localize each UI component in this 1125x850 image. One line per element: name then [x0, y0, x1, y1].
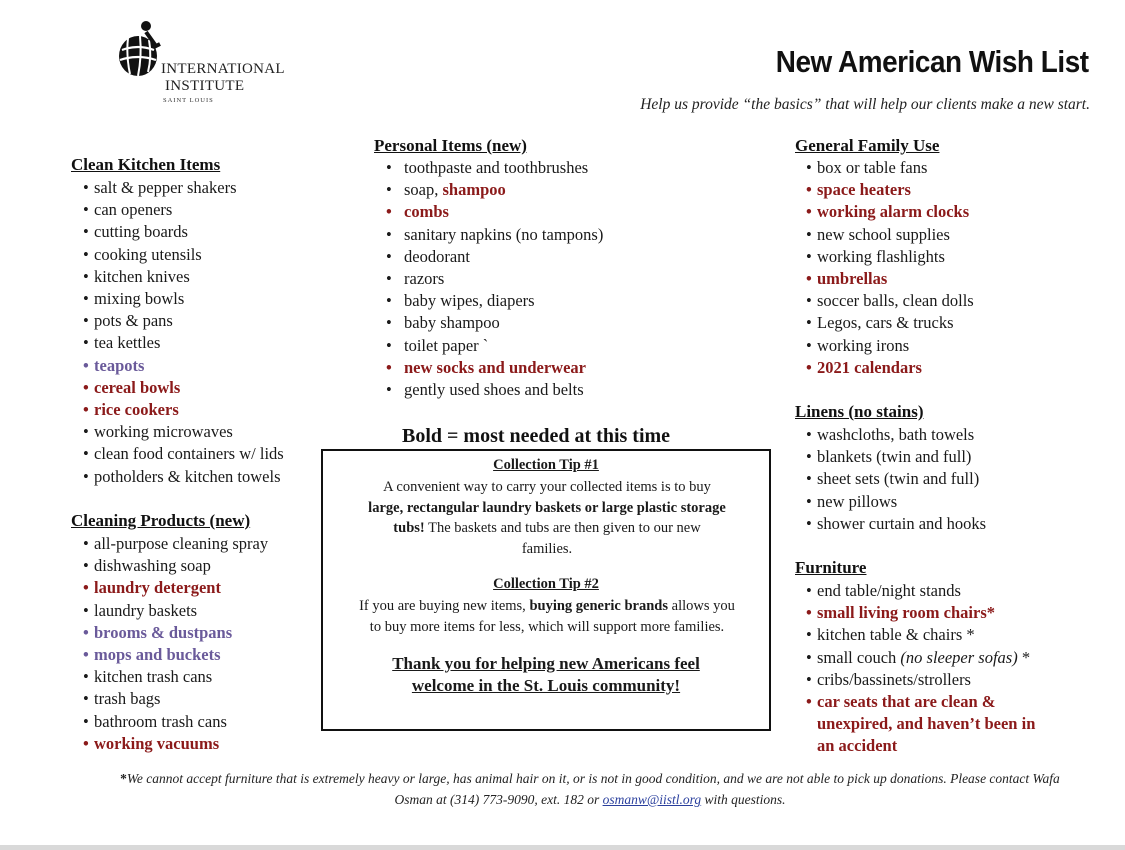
tip-2-line-1	[331, 596, 763, 617]
bullet-icon: •	[806, 425, 812, 444]
bullet-icon: •	[83, 311, 89, 331]
bullet-icon: •	[83, 622, 89, 642]
item-text: teapots	[94, 355, 145, 375]
furniture-footnote	[90, 768, 1090, 810]
family-list-item	[806, 224, 974, 246]
personal-list-item	[386, 268, 603, 290]
bullet-icon: •	[83, 689, 89, 709]
linens-list-item	[806, 491, 986, 513]
item-text: trash bags	[94, 689, 161, 709]
item-text: unexpired, and haven’t been in	[817, 714, 1036, 734]
logo-line-2: INSTITUTE	[165, 78, 245, 94]
tip-1-line-4: families.	[521, 540, 573, 557]
cleaning-list-item	[83, 688, 268, 710]
logo-line-1: INTERNATIONAL	[161, 61, 285, 77]
personal-list-item	[386, 246, 603, 268]
linens-list-item	[806, 513, 986, 535]
linens-items-list	[806, 424, 986, 535]
thank-you-line-2: welcome in the St. Louis community!	[411, 676, 681, 695]
tip-1-line-1: A convenient way to carry your collected items is to buy	[383, 479, 711, 495]
tip-2-line-1-bold: buying generic brands	[529, 598, 669, 614]
personal-list-item	[386, 357, 603, 379]
personal-list-item	[386, 157, 603, 179]
tip-1-line-3	[331, 518, 763, 539]
tip-1-line-3-rest: The baskets and tubs are then given to our new	[424, 520, 701, 536]
cleaning-items-list	[83, 533, 268, 755]
item-text: working irons	[817, 335, 910, 355]
bullet-icon: •	[386, 357, 392, 377]
item-text: kitchen table & chairs *	[817, 625, 975, 645]
kitchen-list-item	[83, 399, 284, 421]
footnote-line-1-text: We cannot accept furniture that is extremely heavy or large, has animal hair on it, or is not in good condition, and we are not able to pick up donations. Please contact Wafa	[126, 771, 1060, 786]
item-text: razors	[404, 269, 445, 289]
kitchen-list-item	[83, 421, 284, 443]
item-text: all-purpose cleaning spray	[94, 534, 269, 553]
item-text: baby shampoo	[404, 313, 500, 333]
personal-list-item	[386, 179, 603, 201]
bullet-icon: •	[83, 355, 89, 375]
tip-2-line-2: to buy more items for less, which will support more families.	[369, 618, 725, 635]
bullet-icon: •	[806, 224, 812, 244]
kitchen-list-item	[83, 244, 284, 266]
section-title-personal: Personal Items (new)	[374, 136, 527, 155]
personal-list-item	[386, 290, 603, 312]
page-subtitle: Help us provide “the basics” that will help our clients make a new start.	[640, 96, 1090, 113]
item-text: working vacuums	[94, 733, 220, 753]
item-text: *	[1017, 647, 1031, 667]
bullet-icon: •	[806, 625, 812, 645]
linens-list-item	[806, 468, 986, 490]
personal-list-item	[386, 312, 603, 334]
item-text: deodorant	[404, 246, 470, 266]
tip-2-body	[331, 596, 763, 637]
furniture-items-list	[806, 580, 1035, 758]
bullet-icon: •	[386, 313, 392, 333]
item-text: washcloths, bath towels	[817, 425, 975, 444]
item-text: salt & pepper shakers	[94, 178, 237, 197]
bullet-icon: •	[386, 202, 392, 222]
item-text: small couch	[817, 647, 901, 667]
bullet-icon: •	[806, 180, 812, 200]
item-text: working microwaves	[94, 422, 233, 442]
bullet-icon: •	[83, 200, 89, 220]
bullet-icon: •	[83, 333, 89, 353]
bullet-icon: •	[83, 534, 89, 553]
bullet-icon: •	[83, 600, 89, 620]
bullet-icon: •	[386, 335, 392, 355]
item-text: laundry detergent	[94, 578, 221, 598]
family-list-item	[806, 268, 974, 290]
cleaning-list-item	[83, 733, 268, 755]
item-text: end table/night stands	[817, 581, 961, 600]
furniture-list-item	[806, 735, 1035, 757]
linens-list-item	[806, 424, 986, 446]
globe-figure-icon	[116, 20, 164, 84]
item-text: bathroom trash cans	[94, 711, 227, 731]
section-title-kitchen: Clean Kitchen Items	[71, 155, 221, 174]
footnote-line-2	[90, 789, 1090, 810]
cleaning-list-item	[83, 555, 268, 577]
bullet-icon: •	[806, 692, 812, 712]
bullet-icon: •	[386, 291, 392, 311]
bullet-icon: •	[806, 469, 812, 489]
bullet-icon: •	[83, 733, 89, 753]
page-title: New American Wish List	[776, 44, 1089, 79]
cleaning-list-item	[83, 577, 268, 599]
kitchen-list-item	[83, 199, 284, 221]
item-text: umbrellas	[817, 269, 888, 289]
bullet-icon: •	[83, 400, 89, 420]
footnote-line-2-b: with questions.	[701, 792, 786, 807]
furniture-list-item	[806, 691, 1035, 713]
item-text: cereal bowls	[94, 377, 181, 397]
tip-2-line-1-b: allows you	[668, 598, 735, 614]
cleaning-list-item	[83, 666, 268, 688]
footnote-line-2-a: Osman at (314) 773-9090, ext. 182 or	[394, 792, 603, 807]
item-text: blankets (twin and full)	[817, 447, 972, 467]
item-text: small living room chairs*	[817, 603, 995, 623]
kitchen-list-item	[83, 221, 284, 243]
bullet-icon: •	[386, 380, 392, 400]
kitchen-list-item	[83, 310, 284, 332]
item-text: laundry baskets	[94, 600, 198, 620]
bullet-icon: •	[83, 289, 89, 309]
item-text: car seats that are clean &	[817, 692, 996, 712]
tip-1-line-3-bold: tubs!	[393, 520, 425, 536]
cleaning-list-item	[83, 622, 268, 644]
family-list-item	[806, 290, 974, 312]
item-text: new socks and underwear	[404, 357, 586, 377]
item-text: pots & pans	[94, 311, 173, 331]
bullet-icon: •	[806, 647, 812, 667]
thank-you-message	[323, 653, 769, 697]
bullet-icon: •	[83, 222, 89, 242]
bullet-icon: •	[83, 667, 89, 687]
family-list-item	[806, 179, 974, 201]
family-list-item	[806, 312, 974, 334]
bullet-icon: •	[386, 269, 392, 289]
cleaning-list-item	[83, 533, 268, 555]
item-text: space heaters	[817, 180, 911, 200]
personal-list-item	[386, 379, 603, 401]
item-text: working alarm clocks	[817, 202, 970, 222]
personal-list-item	[386, 201, 603, 223]
furniture-list-item	[806, 624, 1035, 646]
section-title-cleaning: Cleaning Products (new)	[71, 511, 251, 530]
item-text: cooking utensils	[94, 244, 202, 264]
furniture-list-item	[806, 580, 1035, 602]
tip-1-title: Collection Tip #1	[493, 457, 599, 473]
bullet-icon: •	[386, 246, 392, 266]
item-text: 2021 calendars	[817, 357, 922, 377]
item-text: sanitary napkins (no tampons)	[404, 224, 604, 244]
item-text: Legos, cars & trucks	[817, 313, 954, 333]
tip-2-title: Collection Tip #2	[493, 576, 599, 592]
furniture-list-item	[806, 669, 1035, 691]
cleaning-list-item	[83, 711, 268, 733]
bullet-icon: •	[83, 466, 89, 486]
item-text: sheet sets (twin and full)	[817, 469, 980, 489]
tip-1-line-2: large, rectangular laundry baskets or large plastic storage	[368, 499, 726, 516]
kitchen-items-list	[83, 177, 284, 488]
kitchen-list-item	[83, 332, 284, 354]
kitchen-list-item	[83, 466, 284, 488]
family-list-item	[806, 335, 974, 357]
item-text: dishwashing soap	[94, 556, 211, 576]
item-text: (no sleeper sofas)	[900, 647, 1018, 667]
item-text: shampoo	[442, 180, 506, 200]
bold-legend-note: Bold = most needed at this time	[402, 425, 671, 447]
thank-you-line-1: Thank you for helping new Americans feel	[392, 654, 700, 673]
footnote-line-1	[90, 768, 1090, 789]
item-text: shower curtain and hooks	[817, 513, 987, 533]
item-text: soap,	[404, 180, 443, 200]
item-text: an accident	[817, 736, 898, 756]
bullet-icon: •	[806, 447, 812, 467]
bullet-icon: •	[83, 377, 89, 397]
bullet-icon: •	[83, 578, 89, 598]
kitchen-list-item	[83, 288, 284, 310]
bullet-icon: •	[83, 711, 89, 731]
item-text: cutting boards	[94, 222, 188, 242]
personal-items-list	[386, 157, 603, 401]
page-bottom-edge	[0, 845, 1125, 850]
international-institute-logo	[116, 20, 316, 110]
bullet-icon: •	[806, 357, 812, 377]
furniture-list-item	[806, 602, 1035, 624]
bullet-icon: •	[83, 422, 89, 442]
bullet-icon: •	[806, 603, 812, 623]
section-title-family: General Family Use	[795, 136, 940, 155]
item-text: kitchen knives	[94, 266, 190, 286]
bullet-icon: •	[83, 556, 89, 576]
family-list-item	[806, 246, 974, 268]
item-text: potholders & kitchen towels	[94, 466, 281, 486]
bullet-icon: •	[806, 158, 812, 177]
kitchen-list-item	[83, 377, 284, 399]
logo-line-3: SAINT LOUIS	[163, 97, 214, 104]
item-text: baby wipes, diapers	[404, 291, 535, 311]
bullet-icon: •	[806, 491, 812, 511]
personal-list-item	[386, 335, 603, 357]
cleaning-list-item	[83, 644, 268, 666]
bullet-icon: •	[806, 313, 812, 333]
kitchen-list-item	[83, 443, 284, 465]
footnote-star: *	[120, 771, 127, 786]
item-text: box or table fans	[817, 158, 928, 177]
personal-list-item	[386, 224, 603, 246]
item-text: toothpaste and toothbrushes	[404, 158, 589, 177]
item-text: kitchen trash cans	[94, 667, 213, 687]
bullet-icon: •	[806, 246, 812, 266]
item-text: gently used shoes and belts	[404, 380, 584, 400]
family-items-list	[806, 157, 974, 379]
bullet-icon: •	[806, 513, 812, 533]
furniture-list-item	[806, 647, 1035, 669]
bullet-icon: •	[806, 581, 812, 600]
item-text: cribs/bassinets/strollers	[817, 669, 971, 689]
item-text: mops and buckets	[94, 645, 221, 665]
bullet-icon: •	[83, 178, 89, 197]
section-title-furniture: Furniture	[795, 558, 867, 577]
bullet-icon: •	[386, 224, 392, 244]
bullet-icon: •	[806, 291, 812, 311]
family-list-item	[806, 201, 974, 223]
item-text: combs	[404, 202, 449, 222]
bullet-icon: •	[806, 335, 812, 355]
kitchen-list-item	[83, 177, 284, 199]
family-list-item	[806, 157, 974, 179]
bullet-icon: •	[806, 202, 812, 222]
item-text: can openers	[94, 200, 173, 220]
kitchen-list-item	[83, 266, 284, 288]
contact-email-link[interactable]: osmanw@iistl.org	[602, 792, 702, 807]
cleaning-list-item	[83, 600, 268, 622]
item-text: new pillows	[817, 491, 898, 511]
section-title-linens: Linens (no stains)	[795, 402, 924, 421]
item-text: clean food containers w/ lids	[94, 444, 284, 464]
bullet-icon: •	[386, 158, 392, 177]
bullet-icon: •	[386, 180, 392, 200]
bullet-icon: •	[806, 669, 812, 689]
bullet-icon: •	[83, 444, 89, 464]
item-text: brooms & dustpans	[94, 622, 233, 642]
bullet-icon: •	[83, 266, 89, 286]
item-text: tea kettles	[94, 333, 161, 353]
item-text: soccer balls, clean dolls	[817, 291, 974, 311]
bullet-icon: •	[806, 269, 812, 289]
tip-2-line-1-a: If you are buying new items,	[359, 598, 530, 614]
bullet-icon: •	[83, 244, 89, 264]
furniture-list-item	[806, 713, 1035, 735]
bullet-icon: •	[83, 645, 89, 665]
collection-tips-box	[321, 449, 771, 731]
item-text: working flashlights	[817, 246, 945, 266]
family-list-item	[806, 357, 974, 379]
item-text: rice cookers	[94, 400, 179, 420]
item-text: new school supplies	[817, 224, 950, 244]
linens-list-item	[806, 446, 986, 468]
tip-1-body	[331, 477, 763, 559]
item-text: toilet paper `	[404, 335, 489, 355]
item-text: mixing bowls	[94, 289, 185, 309]
kitchen-list-item	[83, 355, 284, 377]
